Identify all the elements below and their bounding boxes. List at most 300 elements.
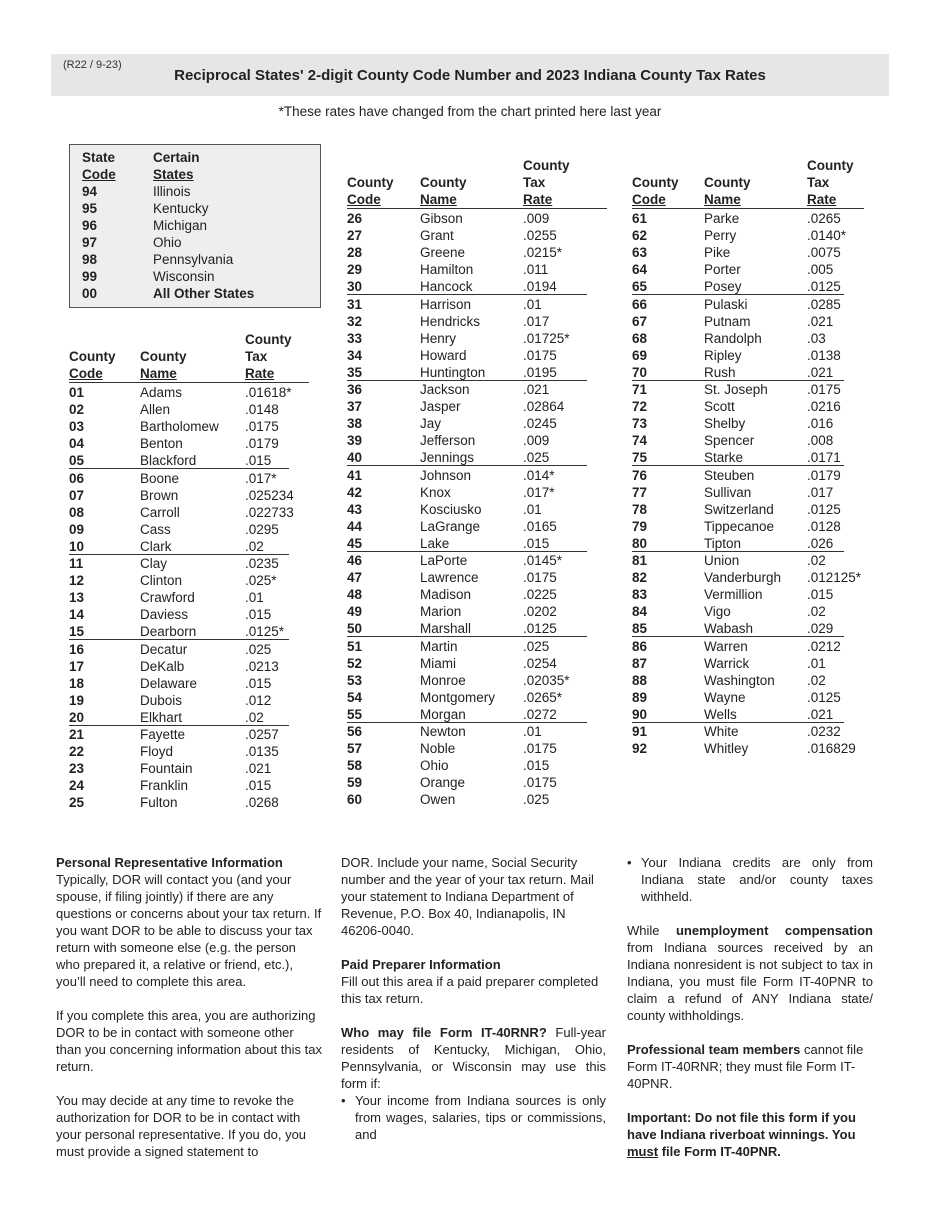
county-row (69, 384, 309, 401)
county-code: 05 (69, 453, 85, 469)
county-tax-rate: .015 (245, 453, 272, 469)
county-tax-rate: .012125* (807, 570, 862, 586)
bullet-item-2: • Your Indiana credits are only from Indiana state and/or county taxes withheld. (627, 855, 873, 904)
county-code: 03 (69, 419, 85, 435)
county-row (632, 603, 864, 620)
county-code: 14 (69, 607, 85, 623)
county-code: 10 (69, 538, 85, 554)
county-row (347, 261, 607, 278)
county-name: Rush (704, 364, 736, 380)
county-tax-rate: .0272 (523, 706, 557, 722)
county-row (69, 418, 309, 435)
county-row (347, 586, 607, 603)
county-code: 34 (347, 347, 363, 363)
preparer-text: Fill out this area if a paid preparer completed this tax return. (341, 974, 599, 1006)
county-code: 64 (632, 262, 648, 278)
county-code: 57 (347, 741, 363, 757)
county-row (347, 432, 607, 449)
county-row (347, 689, 607, 706)
county-code: 76 (632, 467, 648, 483)
county-row (347, 518, 607, 535)
county-code: 89 (632, 689, 648, 705)
county-name: Benton (140, 436, 183, 452)
state-name: Kentucky (153, 201, 209, 216)
county-name: Shelby (704, 416, 746, 432)
county-row (69, 794, 309, 811)
county-name: Miami (420, 655, 456, 671)
county-row (632, 244, 864, 261)
county-row (69, 521, 309, 538)
county-code: 87 (632, 655, 648, 671)
county-tax-rate: .021 (807, 364, 834, 380)
county-name: Lawrence (420, 570, 479, 586)
page-title: Reciprocal States' 2-digit County Code Number and 2023 Indiana County Tax Rates (174, 67, 766, 84)
county-row (69, 452, 309, 469)
county-name: Marion (420, 604, 462, 620)
county-name: Orange (420, 775, 466, 791)
county-code: 23 (69, 761, 85, 777)
county-row (347, 296, 607, 313)
county-name: Daviess (140, 607, 189, 623)
county-tax-rate: .017 (807, 484, 834, 500)
county-tax-rate: .0125 (807, 501, 841, 517)
state-name: Pennsylvania (153, 252, 234, 267)
county-tax-rate: .012 (245, 692, 272, 708)
state-code-header: State Code (82, 150, 116, 182)
county-name: Putnam (704, 313, 751, 329)
county-code: 50 (347, 621, 363, 637)
county-code: 48 (347, 587, 363, 603)
county-tax-rate: .0125* (245, 624, 285, 640)
county-name: DeKalb (140, 658, 185, 674)
county-tax-rate: .0254 (523, 655, 557, 671)
county-tax-rate: .0175 (523, 347, 557, 363)
important-note: Important: Do not file this form if you have Indiana riverboat winnings. You must file Form IT-40PNR. (627, 1110, 856, 1159)
county-name: Dubois (140, 692, 183, 708)
county-name: Fulton (140, 795, 178, 811)
county-tax-rate: .01 (523, 501, 542, 517)
county-code: 21 (69, 727, 85, 742)
county-tax-rate: .0140* (807, 228, 847, 244)
county-tax-rate: .01725* (523, 330, 570, 346)
county-tax-rate: .0175 (807, 382, 841, 397)
county-code: 31 (347, 296, 363, 312)
county-name: Vigo (704, 604, 731, 620)
county-tax-rate: .0175 (523, 570, 557, 586)
county-row (632, 210, 864, 227)
county-name: Boone (140, 470, 180, 486)
county-name: Hancock (420, 279, 473, 295)
county-row (347, 415, 607, 432)
county-code: 92 (632, 741, 648, 757)
county-tax-rate: .025 (245, 641, 272, 657)
county-name: Knox (420, 484, 451, 500)
county-code: 32 (347, 313, 363, 329)
county-tax-rate: .025 (523, 638, 550, 654)
county-name: Elkhart (140, 709, 183, 725)
county-tax-rate: .0225 (523, 587, 557, 603)
county-row (69, 470, 309, 487)
county-code: 28 (347, 245, 363, 261)
county-row (347, 569, 607, 586)
county-code: 18 (69, 675, 85, 691)
county-row (632, 535, 864, 552)
county-name: Cass (140, 521, 171, 537)
county-name: Posey (704, 279, 742, 295)
county-row (632, 347, 864, 364)
county-tax-rate: .021 (807, 706, 834, 722)
county-name: Delaware (140, 675, 198, 691)
county-row (69, 606, 309, 623)
county-row (69, 538, 309, 555)
county-tax-rate: .029 (807, 621, 834, 637)
who-may-file: Who may file Form IT-40RNR? Full-year residents of Kentucky, Michigan, Ohio, Pennsylvania, or Wisconsin may use this form if: (341, 1025, 606, 1091)
county-code: 01 (69, 385, 85, 400)
county-tax-rate: .02035* (523, 672, 570, 688)
county-tax-rate: .0213 (245, 658, 279, 674)
county-code: 59 (347, 775, 363, 791)
form-code: (R22 / 9-23) (63, 59, 122, 71)
county-row (347, 620, 607, 637)
county-tax-rate: .0195 (523, 364, 557, 380)
county-row (632, 655, 864, 672)
county-code: 20 (69, 709, 85, 725)
county-name: Warrick (704, 655, 750, 671)
county-row (347, 740, 607, 757)
county-name: Perry (704, 228, 737, 244)
county-code: 07 (69, 487, 85, 503)
county-name: Harrison (420, 296, 472, 312)
county-code: 78 (632, 501, 648, 517)
county-code: 22 (69, 744, 85, 760)
county-code: 12 (69, 573, 85, 589)
county-name: Jefferson (420, 433, 476, 449)
county-tax-rate: .015 (523, 758, 550, 774)
county-name: Clinton (140, 573, 183, 589)
county-tax-rate: .0135 (245, 744, 279, 760)
county-name: Decatur (140, 641, 188, 657)
county-code: 61 (632, 211, 648, 226)
county-code: 37 (347, 399, 363, 415)
county-name: Jay (420, 416, 442, 432)
county-tax-rate: .0212 (807, 638, 841, 654)
county-row (347, 449, 607, 466)
county-row (632, 672, 864, 689)
county-name: Newton (420, 724, 466, 739)
county-row (632, 364, 864, 381)
county-row (632, 261, 864, 278)
county-tax-rate: .0265* (523, 689, 563, 705)
county-row (69, 641, 309, 658)
county-name: Union (704, 553, 740, 568)
county-code: 66 (632, 296, 648, 312)
county-code: 19 (69, 692, 85, 708)
instructions-col-3 (627, 854, 873, 1177)
county-name: Washington (704, 672, 775, 688)
county-code: 09 (69, 521, 85, 537)
county-row (69, 675, 309, 692)
county-row (69, 504, 309, 521)
county-tax-rate: .0128 (807, 518, 841, 534)
county-row (347, 706, 607, 723)
county-name: Starke (704, 450, 744, 466)
county-code: 35 (347, 364, 363, 380)
county-tax-rate: .025 (523, 450, 550, 466)
county-name: Monroe (420, 672, 466, 688)
county-code: 38 (347, 416, 363, 432)
county-row (347, 655, 607, 672)
county-code: 43 (347, 501, 363, 517)
state-name: Wisconsin (153, 269, 215, 284)
county-code: 06 (69, 470, 85, 486)
rep-paragraph-1: Typically, DOR will contact you (and your spouse, if filing jointly) if there are any questions or concerns about your tax return. If you want DOR to be able to discuss your tax return with someone else (e.g. the person who prepared it, a relative or friend, etc.), you’ll need to complete this area. (56, 872, 322, 989)
county-tax-rate: .0202 (523, 604, 557, 620)
unemployment-note: While unemployment compensation from Indiana sources received by an Indiana nonresident is not subject to tax in Indiana, you must file Form IT-40PNR to claim a refund of ANY Indiana state/ county withholdings. (627, 923, 873, 1023)
county-tax-rate: .015 (245, 675, 272, 691)
county-row (347, 278, 607, 295)
county-tax-rate: .015 (807, 587, 834, 603)
county-name: Brown (140, 487, 179, 503)
county-tax-rate: .0194 (523, 279, 557, 295)
county-name-header: County Name (704, 175, 751, 207)
county-row (69, 658, 309, 675)
county-row (632, 381, 864, 398)
state-code: 96 (82, 218, 98, 233)
county-name: Grant (420, 228, 454, 244)
county-name: Fountain (140, 761, 193, 777)
county-tax-rate: .0125 (523, 621, 557, 637)
county-code: 65 (632, 279, 648, 295)
county-row (347, 484, 607, 501)
county-rate-header: County Tax Rate (523, 158, 570, 207)
county-code: 88 (632, 672, 648, 688)
county-tax-rate: .0216 (807, 399, 841, 415)
county-name: Parke (704, 211, 740, 226)
county-name: Jennings (420, 450, 475, 466)
county-name: White (704, 724, 739, 739)
county-tax-rate: .02 (245, 709, 264, 725)
county-tax-rate: .02 (807, 604, 826, 620)
county-row (347, 774, 607, 791)
county-tax-rate: .0171 (807, 450, 841, 466)
county-row (347, 210, 607, 227)
county-row (632, 296, 864, 313)
county-tax-rate: .0175 (523, 775, 557, 791)
county-name: Madison (420, 587, 472, 603)
county-tax-rate: .01 (807, 655, 826, 671)
county-rate-header: County Tax Rate (807, 158, 854, 207)
county-code: 16 (69, 641, 85, 657)
county-code: 11 (69, 556, 84, 571)
county-code: 83 (632, 587, 648, 603)
state-code: 00 (82, 286, 98, 301)
county-code: 08 (69, 504, 85, 520)
county-tax-rate: .021 (807, 313, 834, 329)
county-name: Pike (704, 245, 731, 261)
county-name: Montgomery (420, 689, 496, 705)
county-tax-rate: .03 (807, 330, 826, 346)
county-row (347, 791, 607, 808)
county-row (69, 692, 309, 709)
county-code: 24 (69, 778, 85, 794)
county-code: 47 (347, 570, 363, 586)
county-tax-rate: .022733 (245, 504, 294, 520)
county-row (347, 535, 607, 552)
county-code: 77 (632, 484, 648, 500)
county-code-header: County Code (632, 175, 679, 207)
state-code: 95 (82, 201, 98, 216)
county-name: Marshall (420, 621, 472, 637)
county-code: 85 (632, 621, 648, 637)
county-tax-rate: .01 (245, 590, 264, 606)
county-row (632, 484, 864, 501)
county-row (347, 398, 607, 415)
county-name: Blackford (140, 453, 197, 469)
county-row (347, 501, 607, 518)
county-row (69, 777, 309, 794)
county-tax-rate: .0145* (523, 553, 563, 568)
county-row (632, 586, 864, 603)
county-name: Tippecanoe (704, 518, 775, 534)
county-code: 26 (347, 211, 363, 226)
county-tax-rate: .0245 (523, 416, 557, 432)
county-tax-rate: .021 (245, 761, 272, 777)
county-row (632, 706, 864, 723)
county-row (69, 760, 309, 777)
county-code-header: County Code (69, 349, 116, 381)
county-tax-rate: .0175 (245, 419, 279, 435)
county-code: 91 (632, 724, 648, 739)
instructions-col-1 (56, 854, 322, 1177)
table-rule (69, 382, 309, 383)
county-row (632, 449, 864, 466)
county-code: 46 (347, 553, 363, 568)
rep-paragraph-2: If you complete this area, you are authorizing DOR to be in contact with someone other than you concerning information about this tax return. (56, 1008, 322, 1074)
county-tax-rate: .025234 (245, 487, 294, 503)
county-code: 17 (69, 658, 85, 674)
county-name: Wells (704, 706, 737, 722)
county-code: 04 (69, 436, 85, 452)
county-row (347, 347, 607, 364)
county-code: 73 (632, 416, 648, 432)
county-tax-rate: .005 (807, 262, 834, 278)
county-row (347, 723, 607, 740)
county-code: 79 (632, 518, 648, 534)
county-code: 71 (632, 382, 648, 397)
county-code: 42 (347, 484, 363, 500)
county-row (69, 555, 309, 572)
table-rule (632, 208, 864, 209)
county-code: 58 (347, 758, 363, 774)
county-code: 72 (632, 399, 648, 415)
county-name: Spencer (704, 433, 755, 449)
county-tax-rate: .0295 (245, 521, 279, 537)
preparer-heading: Paid Preparer Information (341, 957, 501, 972)
county-tax-rate: .016829 (807, 741, 856, 757)
county-name: Noble (420, 741, 456, 757)
county-name: Randolph (704, 330, 762, 346)
county-tax-rate: .02 (807, 553, 826, 568)
county-code: 49 (347, 604, 363, 620)
county-name: Pulaski (704, 296, 748, 312)
county-name: Huntington (420, 364, 486, 380)
county-name: Henry (420, 330, 457, 346)
county-row (632, 501, 864, 518)
county-row (632, 330, 864, 347)
county-code: 39 (347, 433, 363, 449)
county-code: 80 (632, 535, 648, 551)
county-code: 53 (347, 672, 363, 688)
county-name: LaGrange (420, 518, 481, 534)
county-tax-rate: .01 (523, 724, 542, 739)
county-tax-rate: .008 (807, 433, 834, 449)
rate-change-note: *These rates have changed from the chart printed here last year (278, 104, 662, 119)
county-code: 02 (69, 402, 85, 418)
county-name: Tipton (704, 535, 742, 551)
county-row (347, 672, 607, 689)
county-tax-rate: .01 (523, 296, 542, 312)
county-tax-rate: .015 (523, 535, 550, 551)
county-tax-rate: .0179 (807, 467, 841, 483)
county-name: Hendricks (420, 313, 481, 329)
county-row (69, 435, 309, 452)
county-tax-rate: .021 (523, 382, 550, 397)
county-name: Floyd (140, 744, 174, 760)
county-code: 33 (347, 330, 363, 346)
county-tax-rate: .0268 (245, 795, 279, 811)
state-code: 94 (82, 184, 98, 199)
county-code: 67 (632, 313, 648, 329)
county-code: 84 (632, 604, 648, 620)
county-tax-rate: .0285 (807, 296, 841, 312)
county-code: 69 (632, 347, 648, 363)
county-name: St. Joseph (704, 382, 768, 397)
county-code: 62 (632, 228, 648, 244)
county-tax-rate: .0257 (245, 727, 279, 742)
county-code: 29 (347, 262, 363, 278)
county-name: Hamilton (420, 262, 474, 278)
county-code: 44 (347, 518, 363, 534)
county-tax-rate: .0075 (807, 245, 841, 261)
county-code: 41 (347, 467, 363, 483)
county-row (347, 603, 607, 620)
county-code: 13 (69, 590, 85, 606)
county-row (69, 743, 309, 760)
county-tax-rate: .0215* (523, 245, 563, 261)
county-tax-rate: .02 (245, 538, 264, 554)
county-name: Clay (140, 556, 168, 571)
county-row (632, 638, 864, 655)
state-code: 99 (82, 269, 98, 284)
county-tax-rate: .016 (807, 416, 834, 432)
county-row (347, 227, 607, 244)
county-row (347, 364, 607, 381)
county-name-header: County Name (140, 349, 187, 381)
county-name: Adams (140, 385, 183, 400)
county-row (69, 623, 309, 640)
county-name: Johnson (420, 467, 472, 483)
county-code: 86 (632, 638, 648, 654)
county-row (69, 726, 309, 743)
county-name: Kosciusko (420, 501, 482, 517)
county-code: 82 (632, 570, 648, 586)
county-tax-rate: .01618* (245, 385, 292, 400)
county-row (632, 740, 864, 757)
county-name: Gibson (420, 211, 463, 226)
county-code-header: County Code (347, 175, 394, 207)
county-row (69, 589, 309, 606)
county-tax-rate: .0255 (523, 228, 557, 244)
